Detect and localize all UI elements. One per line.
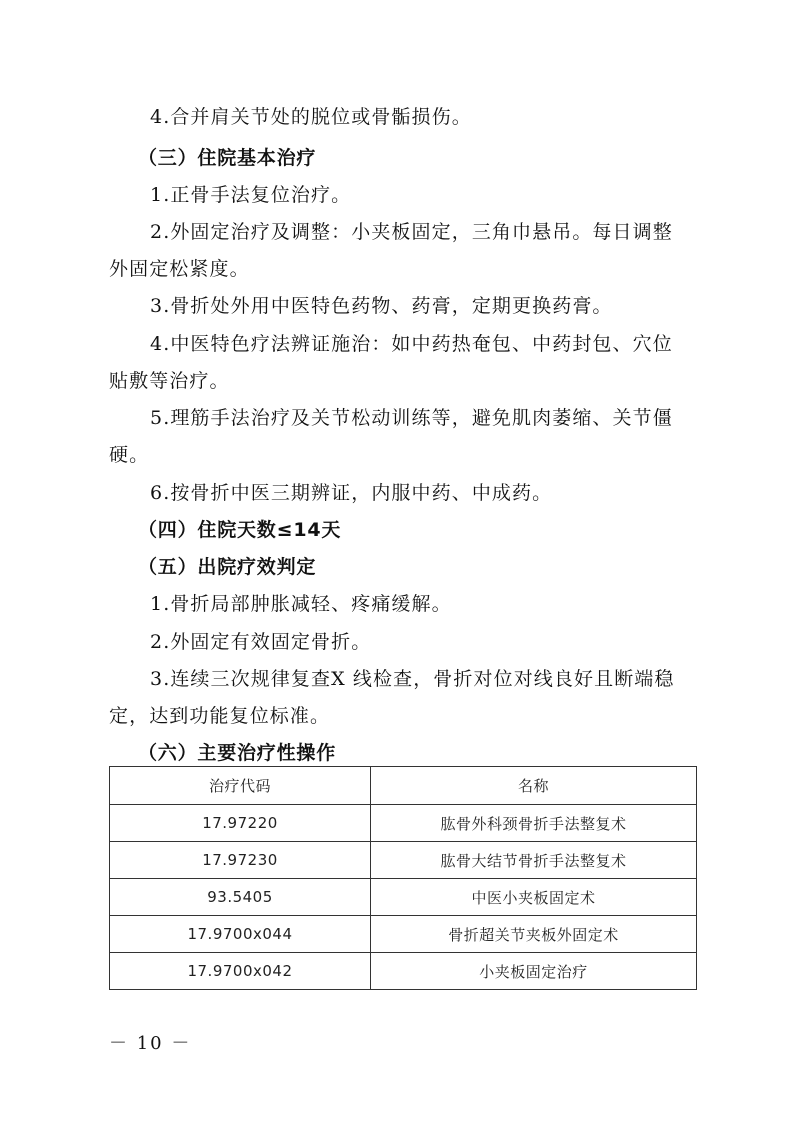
column-header-code: 治疗代码 — [110, 767, 371, 805]
table-row — [110, 805, 697, 842]
table-row — [110, 953, 697, 990]
cell-code: 17.9700x044 — [110, 916, 371, 953]
text-line: 3.骨折处外用中医特色药物、药膏，定期更换药膏。 — [150, 295, 613, 317]
text-line: 5.理筋手法治疗及关节松动训练等，避免肌肉萎缩、关节僵 — [150, 407, 673, 429]
cell-code: 93.5405 — [110, 879, 371, 916]
text-line: 6.按骨折中医三期辨证，内服中药、中成药。 — [150, 482, 553, 504]
page-number: － 10 － — [109, 1033, 192, 1054]
cell-name: 肱骨外科颈骨折手法整复术 — [371, 805, 697, 842]
table-row — [110, 842, 697, 879]
cell-name: 中医小夹板固定术 — [371, 879, 697, 916]
section-heading-3: （三）住院基本治疗 — [138, 147, 317, 169]
text-line: 4.中医特色疗法辨证施治：如中药热奄包、中药封包、穴位 — [150, 333, 673, 355]
text-line: 定，达到功能复位标准。 — [109, 705, 331, 727]
text-line: 2.外固定有效固定骨折。 — [150, 631, 372, 653]
text-line: 2.外固定治疗及调整：小夹板固定，三角巾悬吊。每日调整 — [150, 221, 673, 243]
section-heading-5: （五）出院疗效判定 — [138, 556, 317, 578]
table-row — [110, 916, 697, 953]
table-header-row — [110, 767, 697, 805]
cell-name: 小夹板固定治疗 — [371, 953, 697, 990]
text-line: 外固定松紧度。 — [109, 258, 250, 280]
operations-table — [109, 766, 697, 990]
text-line: 硬。 — [109, 444, 150, 466]
cell-code: 17.9700x042 — [110, 953, 371, 990]
cell-name: 肱骨大结节骨折手法整复术 — [371, 842, 697, 879]
cell-code: 17.97230 — [110, 842, 371, 879]
text-line: 1.骨折局部肿胀减轻、疼痛缓解。 — [150, 593, 452, 615]
text-line: 3.连续三次规律复查X 线检查，骨折对位对线良好且断端稳 — [150, 668, 675, 690]
section-heading-6: （六）主要治疗性操作 — [138, 742, 337, 764]
cell-code: 17.97220 — [110, 805, 371, 842]
column-header-name: 名称 — [371, 767, 697, 805]
text-line: 贴敷等治疗。 — [109, 370, 230, 392]
table-row — [110, 879, 697, 916]
text-line: 4.合并肩关节处的脱位或骨骺损伤。 — [150, 106, 472, 128]
text-line: 1.正骨手法复位治疗。 — [150, 184, 352, 206]
cell-name: 骨折超关节夹板外固定术 — [371, 916, 697, 953]
section-heading-4: （四）住院天数≤14天 — [138, 519, 342, 541]
